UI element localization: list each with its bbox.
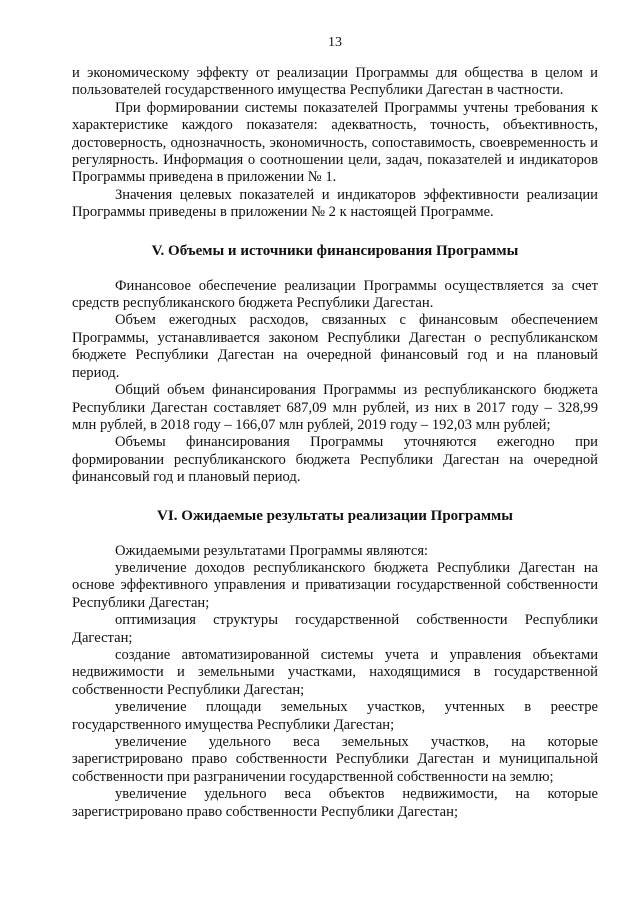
paragraph-financing-source: Финансовое обеспечение реализации Программы осуществляется за счет средств республиканского бюджета Республики Дагестан. [72, 277, 598, 312]
paragraph-financing-adjustment: Объемы финансирования Программы уточняются ежегодно при формировании республиканского бюджета Республики Дагестан на очередной финансовый год и плановый период. [72, 434, 598, 486]
paragraph-indicators-requirements: При формировании системы показателей Программы учтены требования к характеристике каждого показателя: адекватность, точность, объективность, достоверность, однозначность, экономичность, сопоставимость, своевременность и регулярность. Информация о соотношении цели, задач, показателей и индикаторов Программы приведена в приложении № 1. [72, 99, 598, 186]
page-number: 13 [328, 35, 342, 50]
paragraph-annual-expenses: Объем ежегодных расходов, связанных с финансовым обеспечением Программы, устанавливается законом Республики Дагестан о республиканском бюджете Республики Дагестан на очередной финансовый год и на плановый период. [72, 312, 598, 381]
document-body [72, 65, 598, 821]
list-item-result: увеличение удельного веса земельных участков, на которые зарегистрировано право собственности Республики Дагестан и муниципальной собственности при разграничении государственной собственности на землю; [72, 734, 598, 785]
list-item-result: оптимизация структуры государственной собственности Республики Дагестан; [72, 612, 598, 646]
list-item-result: увеличение площади земельных участков, учтенных в реестре государственного имущества Республики Дагестан; [72, 699, 598, 733]
paragraph-expected-results-intro: Ожидаемыми результатами Программы являются: [115, 542, 429, 559]
paragraph-total-financing: Общий объем финансирования Программы из республиканского бюджета Республики Дагестан составляет 687,09 млн рублей, из них в 2017 году – 328,99 млн рублей, в 2018 году – 166,07 млн рублей, 2019 году – 192,03 млн рублей; [72, 382, 598, 433]
document-page [72, 0, 598, 905]
section-6-heading: VI. Ожидаемые результаты реализации Программы [157, 507, 513, 524]
list-item-result: создание автоматизированной системы учета и управления объектами недвижимости и земельными участками, находящимися в государственной собственности Республики Дагестан; [72, 646, 598, 698]
list-item-result: увеличение удельного веса объектов недвижимости, на которые зарегистрировано право собственности Республики Дагестан; [72, 786, 598, 820]
list-item-result: увеличение доходов республиканского бюджета Республики Дагестан на основе эффективного управления и приватизации государственной собственности Республики Дагестан; [72, 559, 598, 611]
paragraph-indicator-values: Значения целевых показателей и индикаторов эффективности реализации Программы приведены в приложении № 2 к настоящей Программе. [72, 186, 598, 221]
section-5-heading: V. Объемы и источники финансирования Программы [151, 242, 519, 259]
paragraph-continuation: и экономическому эффекту от реализации Программы для общества в целом и пользователей государственного имущества Республики Дагестан в частности. [72, 65, 598, 99]
